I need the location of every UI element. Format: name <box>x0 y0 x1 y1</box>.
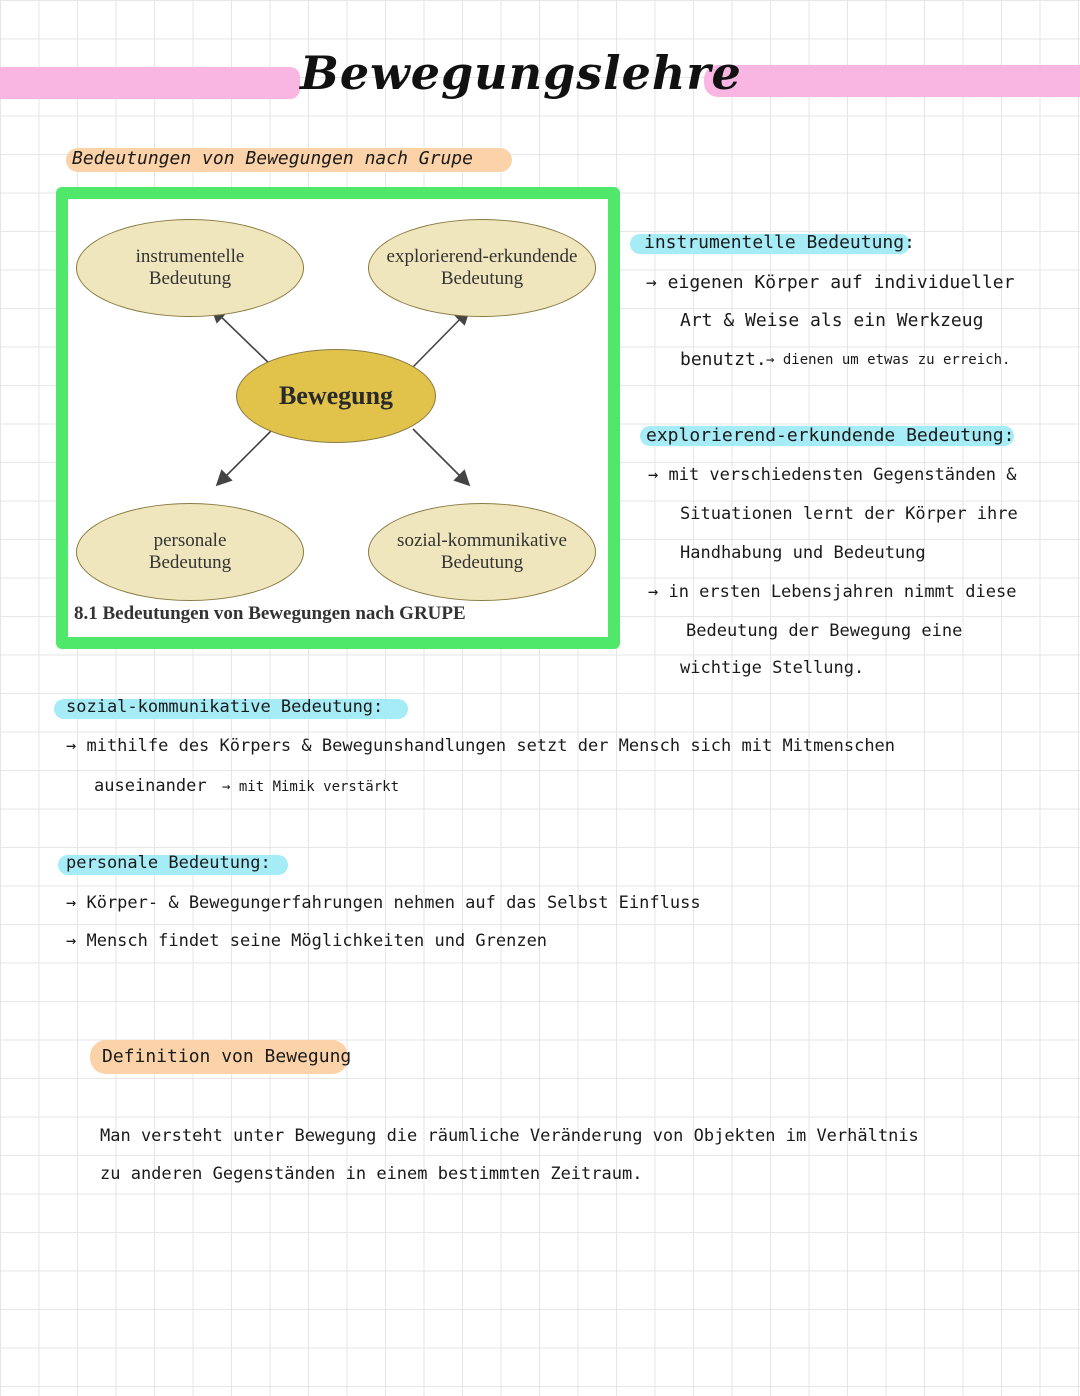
instr-line-3: benutzt. <box>680 349 767 370</box>
title-highlight-left <box>0 67 300 99</box>
sozial-line-2: auseinander <box>94 776 207 796</box>
personal-line-2: → Mensch findet seine Möglichkeiten und Grenzen <box>66 931 548 951</box>
instr-line-1: → eigenen Körper auf individueller <box>646 272 1015 293</box>
arrow-bottom-right <box>413 429 468 484</box>
instr-note: → dienen um etwas zu erreich. <box>766 352 1011 368</box>
ellipse-instrumentelle: instrumentelle Bedeutung <box>76 219 304 317</box>
definition-line-1: Man versteht unter Bewegung die räumliche Veränderung von Objekten im Verhältnis <box>100 1126 919 1146</box>
ellipse-explorierend: explorierend-erkundende Bedeutung <box>368 219 596 317</box>
section-heading-grupe: Bedeutungen von Bewegungen nach Grupe <box>72 148 473 169</box>
definition-heading: Definition von Bewegung <box>102 1046 352 1067</box>
title-highlight-right <box>704 65 1080 97</box>
expl-line-3: Handhabung und Bedeutung <box>680 543 926 563</box>
instr-heading: instrumentelle Bedeutung: <box>644 232 915 253</box>
ellipse-bewegung: Bewegung <box>236 349 436 443</box>
sozial-line-1: → mithilfe des Körpers & Bewegunshandlungen setzt der Mensch sich mit Mitmenschen <box>66 736 896 756</box>
definition-line-2: zu anderen Gegenständen in einem bestimmten Zeitraum. <box>100 1164 643 1184</box>
ellipse-personale: personale Bedeutung <box>76 503 304 601</box>
diagram-figure <box>56 187 620 649</box>
arrow-top-right <box>413 311 468 367</box>
sozial-note: → mit Mimik verstärkt <box>222 779 400 795</box>
sozial-heading: sozial-kommunikative Bedeutung: <box>66 697 384 717</box>
figure-caption: 8.1 Bedeutungen von Bewegungen nach GRUPE <box>74 603 466 624</box>
instr-line-2: Art & Weise als ein Werkzeug <box>680 310 984 331</box>
arrow-bottom-left <box>218 429 273 484</box>
page-title: Bewegungslehre <box>300 46 742 100</box>
expl-line-2: Situationen lernt der Körper ihre <box>680 504 1018 524</box>
expl-line-6: wichtige Stellung. <box>680 658 865 678</box>
personal-line-1: → Körper- & Bewegungerfahrungen nehmen auf das Selbst Einfluss <box>66 893 701 913</box>
ellipse-sozial: sozial-kommunikative Bedeutung <box>368 503 596 601</box>
arrow-top-left <box>213 309 273 367</box>
expl-line-5: Bedeutung der Bewegung eine <box>686 621 963 641</box>
expl-line-4: → in ersten Lebensjahren nimmt diese <box>648 582 1017 602</box>
expl-heading: explorierend-erkundende Bedeutung: <box>646 425 1015 446</box>
expl-line-1: → mit verschiedensten Gegenständen & <box>648 465 1017 485</box>
personal-heading: personale Bedeutung: <box>66 853 271 873</box>
